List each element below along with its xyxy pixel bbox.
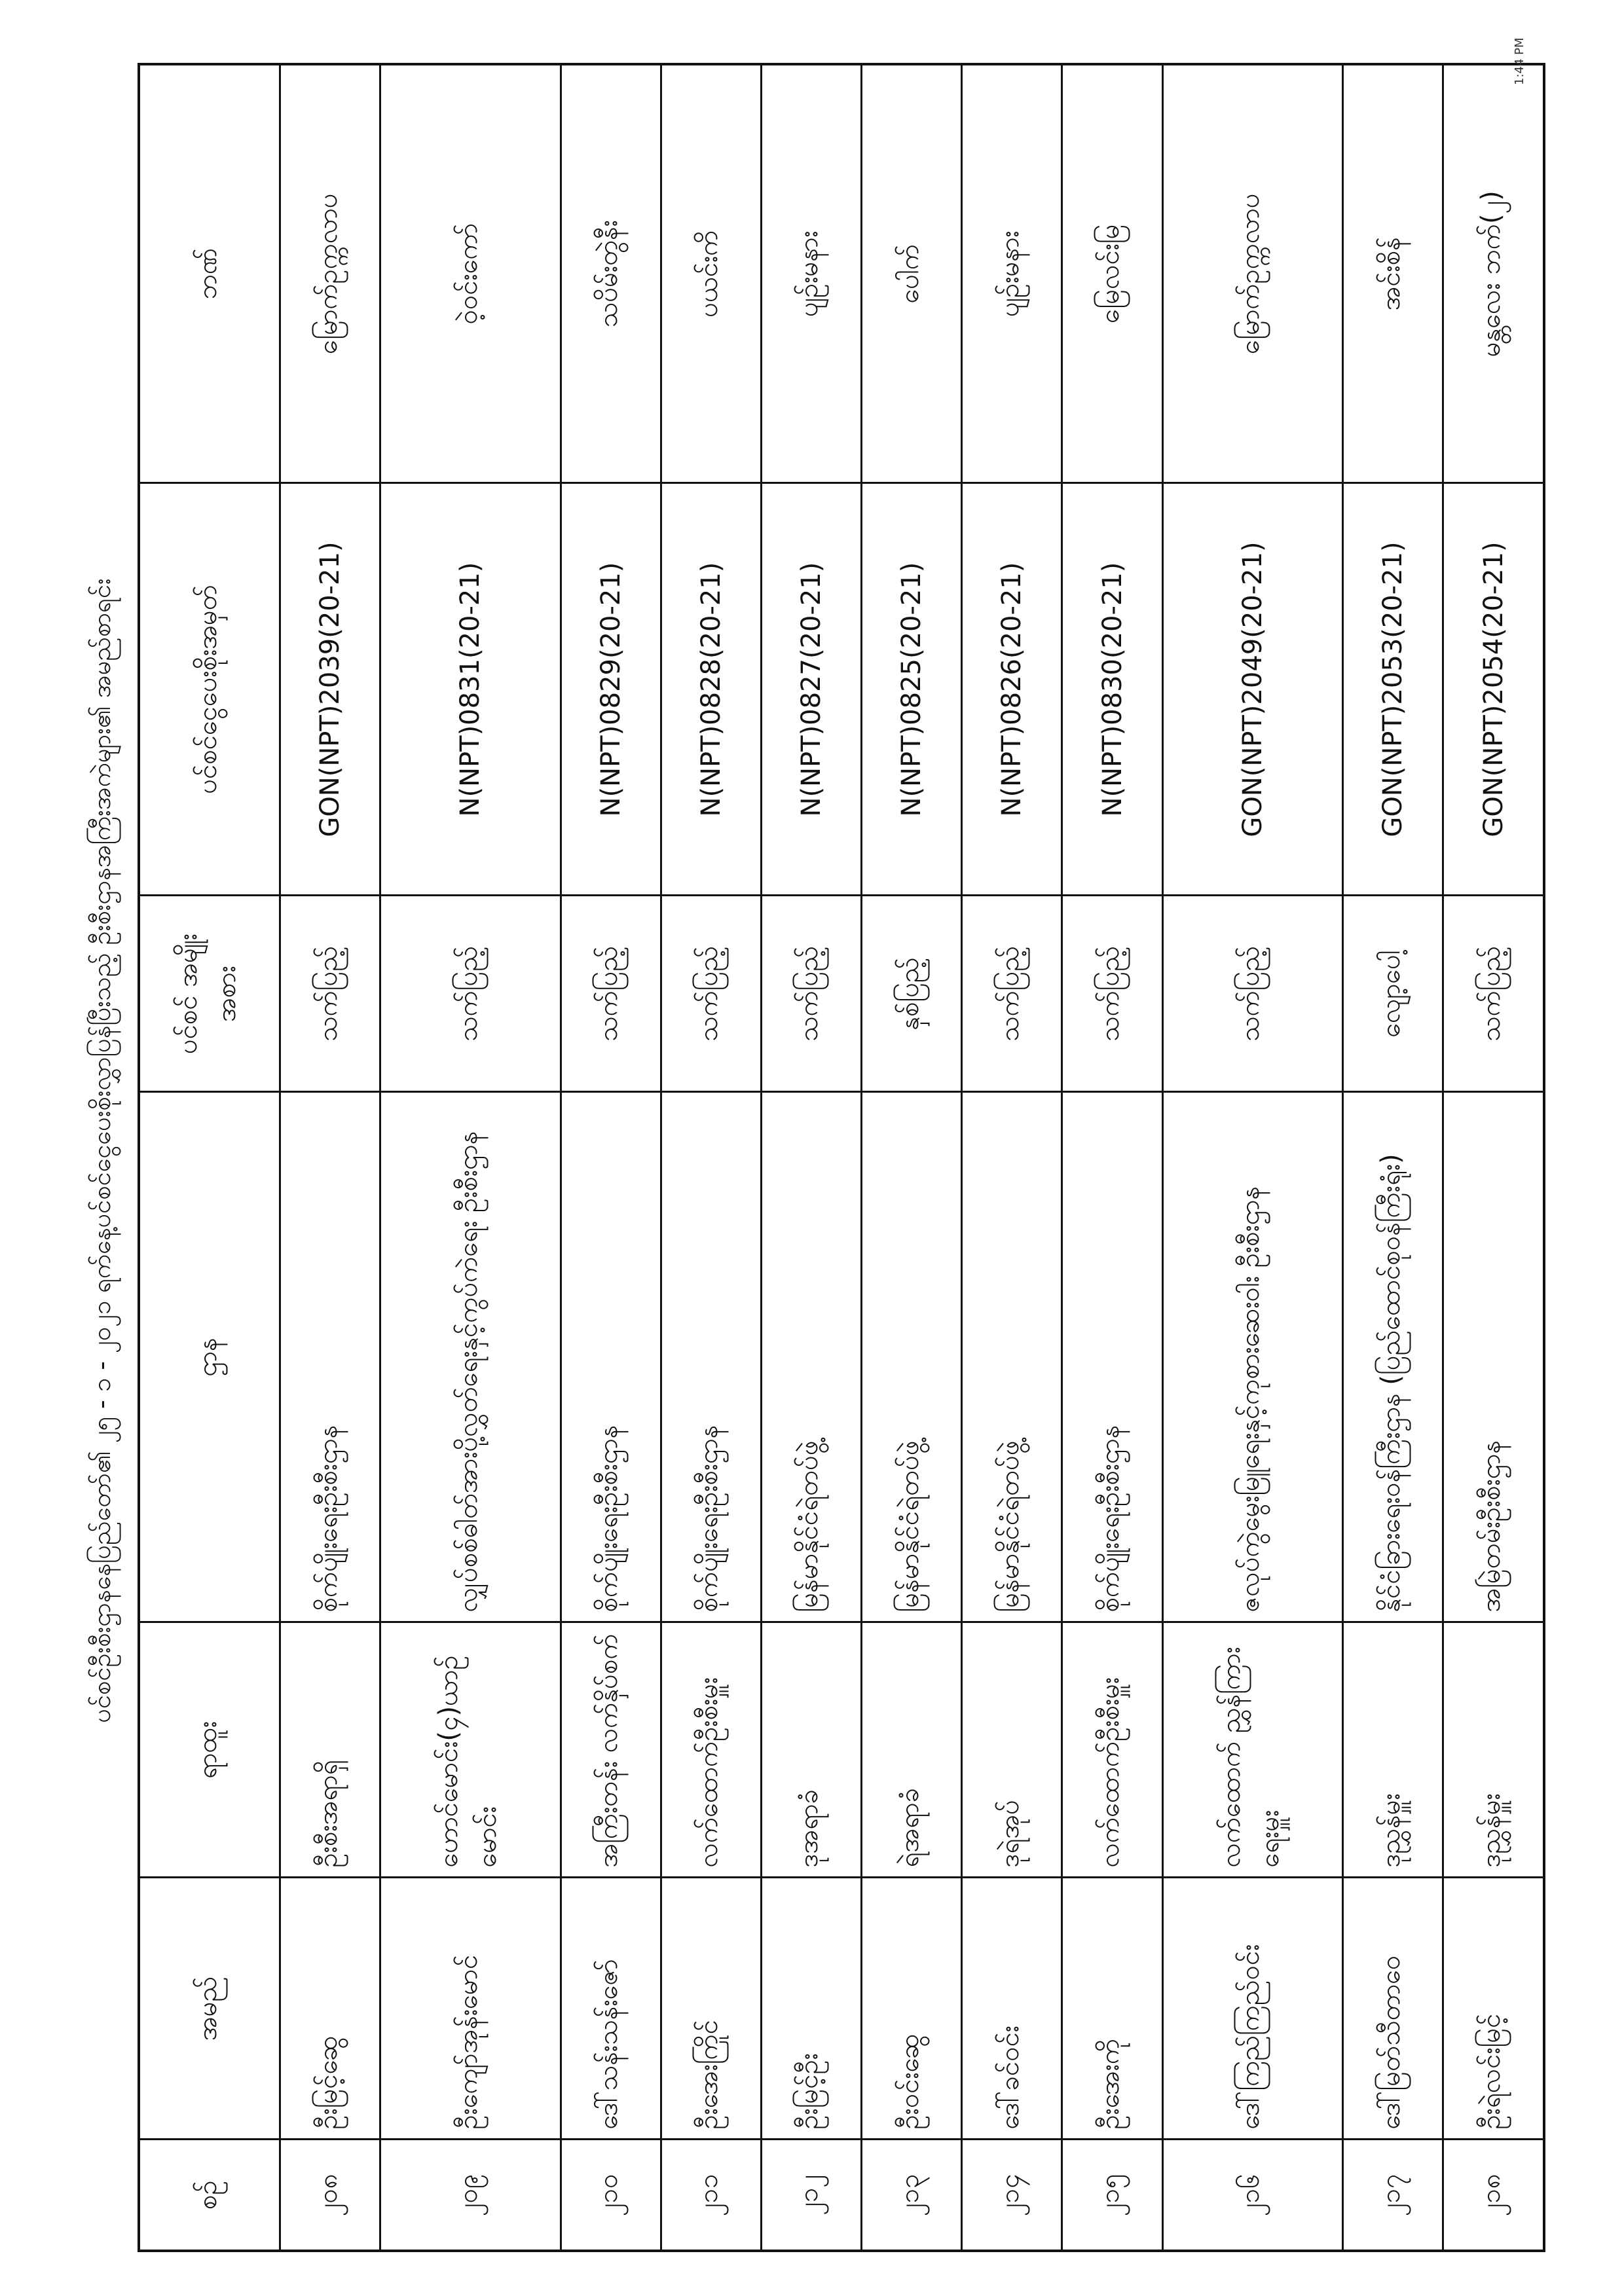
cell-bank: မြောက်ဥက္ကလာပ bbox=[1162, 64, 1342, 483]
cell-rank: ဒုရဲအုပ် bbox=[962, 1622, 1062, 1878]
cell-rank: ရဲအရာခံ bbox=[862, 1622, 962, 1878]
cell-department: အမြဲတမ်းဦးစီးဌာန bbox=[1443, 1092, 1544, 1622]
cell-rank: ဒုညွှန်မှူး bbox=[1443, 1622, 1544, 1878]
cell-department: မြန်မာနိုင်ငံရဲတပ်ဖွဲ့ bbox=[962, 1092, 1062, 1622]
cell-bank: ပျဉ်းမနား bbox=[962, 64, 1062, 483]
table-row bbox=[280, 64, 380, 2251]
cell-pension-number: N(NPT)0828(20-21) bbox=[661, 483, 761, 896]
header-rank: ရာထူး bbox=[139, 1622, 280, 1878]
header-no: စဉ် bbox=[139, 2140, 280, 2251]
cell-pension-type: သက်ပြည့် bbox=[561, 896, 661, 1092]
cell-rank: ဦးစီးအရာရှိ bbox=[280, 1622, 380, 1878]
header-pension-type: ပင်စင် အမျိုးအစား bbox=[139, 896, 280, 1092]
cell-pension-number: GON(NPT)2053(20-21) bbox=[1342, 483, 1443, 896]
cell-pension-type: လျော့ပေါ့ bbox=[1342, 896, 1443, 1092]
table-header-row bbox=[139, 64, 280, 2251]
cell-name: ဦးအေးကြိုင် bbox=[661, 1878, 761, 2140]
print-timestamp: 1:44 PM bbox=[1513, 37, 1526, 85]
cell-name: ဦးမြင့်ဆွေ bbox=[280, 1878, 380, 2140]
cell-bank: မြောက်ဥက္ကလာပ bbox=[280, 64, 380, 483]
cell-pension-type: သက်ပြည့် bbox=[661, 896, 761, 1092]
cell-serial: ၂၁၁ bbox=[661, 2140, 761, 2251]
cell-serial: ၂၁၂ bbox=[761, 2140, 861, 2251]
pension-table bbox=[138, 63, 1545, 2252]
table-row bbox=[661, 64, 761, 2251]
cell-pension-type: နှစ်ပြည့် bbox=[862, 896, 962, 1092]
cell-name: ဒေါ်ကြည်ကြည်ဝင်း bbox=[1162, 1878, 1342, 2140]
cell-pension-number: GON(NPT)2049(20-21) bbox=[1162, 483, 1342, 896]
table-row bbox=[1162, 64, 1342, 2251]
cell-rank: လက်ထောက်ဦးစီးမှူး bbox=[1062, 1622, 1162, 1878]
cell-pension-type: သက်ပြည့် bbox=[962, 896, 1062, 1092]
cell-department: စိုက်ပျိုးရေးဦးစီးဌာန bbox=[561, 1092, 661, 1622]
cell-serial: ၂၁၆ bbox=[1162, 2140, 1342, 2251]
cell-rank: လက်ထောက် ညွှန်ကြားရေးမှူး bbox=[1162, 1622, 1342, 1878]
cell-bank: ပျဉ်းမနား bbox=[761, 64, 861, 483]
cell-department: ဇလုပ်ကွဲမွေးမြူရေးနှင့်ကုစားဆေးဝါး ဦးစီးဌာန bbox=[1162, 1092, 1342, 1622]
cell-department: မြန်မာနိုင်ငံရဲတပ်ဖွဲ့ bbox=[761, 1092, 861, 1622]
cell-pension-number: N(NPT)0830(20-21) bbox=[1062, 483, 1162, 896]
cell-pension-number: N(NPT)0825(20-21) bbox=[862, 483, 962, 896]
rotated-table-page bbox=[79, 37, 1549, 2252]
cell-serial: ၂၁၄ bbox=[962, 2140, 1062, 2251]
cell-pension-type: သက်ပြည့် bbox=[280, 896, 380, 1092]
cell-rank: လက်ထောက်ဦးစီးမှူး bbox=[661, 1622, 761, 1878]
cell-serial: ၂၁၈ bbox=[1443, 2140, 1544, 2251]
cell-name: ဦးမြင့်ဦး bbox=[761, 1878, 861, 2140]
cell-bank: အင်းစိန် bbox=[1342, 64, 1443, 483]
cell-serial: ၂၁၀ bbox=[561, 2140, 661, 2251]
cell-department: စိုက်ပျိုးရေးဦးစီးဌာန bbox=[661, 1092, 761, 1622]
cell-rank: ဒုအရာခံ bbox=[761, 1622, 861, 1878]
cell-rank: ဟောင်မောင်း(၄)ယာဥ်မောင်း bbox=[380, 1622, 561, 1878]
table-row bbox=[862, 64, 962, 2251]
cell-department: စိုက်ပျိုးရေးဦးစီးဌာန bbox=[1062, 1092, 1162, 1622]
cell-pension-type: သက်ပြည့် bbox=[380, 896, 561, 1092]
cell-pension-number: N(NPT)0827(20-21) bbox=[761, 483, 861, 896]
cell-name: ဒေါ်မြတ်သီတာဝေ bbox=[1342, 1878, 1443, 2140]
header-department: ဌာန bbox=[139, 1092, 280, 1622]
cell-pension-number: N(NPT)0826(20-21) bbox=[962, 483, 1062, 896]
header-name: အမည် bbox=[139, 1878, 280, 2140]
cell-serial: ၂၁၅ bbox=[1062, 2140, 1162, 2251]
cell-rank: ဒုညွှန်မှူး bbox=[1342, 1622, 1443, 1878]
cell-department: စိုက်ပျိုးရေးဦးစီးဌာန bbox=[280, 1092, 380, 1622]
header-pension-number: ပင်စင်ငွေပေးစိုးအမှတ် bbox=[139, 483, 280, 896]
table-row bbox=[761, 64, 861, 2251]
cell-pension-type: သက်ပြည့် bbox=[1062, 896, 1162, 1092]
table-row bbox=[1062, 64, 1162, 2251]
cell-rank: အကြီးတန်း လက်နှိပ်စက် bbox=[561, 1622, 661, 1878]
cell-department: နိုင်ငံခြားရေးဝန်ကြီးဌာန (ပြည်ထောင်စုဝန်ကြီးရုံး) bbox=[1342, 1092, 1443, 1622]
cell-name: ဦးကျော်အုန်းမောင် bbox=[380, 1878, 561, 2140]
table-row bbox=[1342, 64, 1443, 2251]
cell-name: ဒေါ်သန်းသန်းဇော် bbox=[561, 1878, 661, 2140]
cell-name: ဦးဝင်းဆွေ bbox=[862, 1878, 962, 2140]
cell-pension-number: GON(NPT)2054(20-21) bbox=[1443, 483, 1544, 896]
cell-bank: မန္တလေး ဘက်(၂) bbox=[1443, 64, 1544, 483]
table-row bbox=[561, 64, 661, 2251]
table-row bbox=[1443, 64, 1544, 2251]
cell-name: ဒေါ်ခင်ဝင်း bbox=[962, 1878, 1062, 2140]
cell-pension-type: သက်ပြည့် bbox=[1162, 896, 1342, 1092]
table-row bbox=[962, 64, 1062, 2251]
cell-pension-number: GON(NPT)2039(20-21) bbox=[280, 483, 380, 896]
cell-bank: ပယင်းကိ bbox=[661, 64, 761, 483]
cell-bank: ဝဲ့ဝင်းကော် bbox=[380, 64, 561, 483]
header-bank: ဘဏ် bbox=[139, 64, 280, 483]
cell-pension-number: N(NPT)0829(20-21) bbox=[561, 483, 661, 896]
cell-pension-type: သက်ပြည့် bbox=[1443, 896, 1544, 1092]
table-row bbox=[380, 64, 561, 2251]
cell-bank: ပေါက် bbox=[862, 64, 962, 483]
cell-name: ဦးအေးကို bbox=[1062, 1878, 1162, 2140]
cell-serial: ၂၁၃ bbox=[862, 2140, 962, 2251]
cell-serial: ၂၀၉ bbox=[380, 2140, 561, 2251]
cell-pension-number: N(NPT)0831(20-21) bbox=[380, 483, 561, 896]
document-title: ပင်စင်ဦးစီးဌာနနေပြည်တော်၏ ၂၅ - ၁ - ၂၀၂၁ ရက်နေ့ပင်စင်ငွေပေးစိုးလွှာပြန်ပြီးသည့် ဦးစီးဌာနအကြီးအကဲများ၏ အမည်စာရင်း bbox=[87, 578, 116, 1723]
cell-pension-type: သက်ပြည့် bbox=[761, 896, 861, 1092]
cell-serial: ၂၁၇ bbox=[1342, 2140, 1443, 2251]
cell-bank: မြေလင်းမြ bbox=[1062, 64, 1162, 483]
cell-serial: ၂၀၈ bbox=[280, 2140, 380, 2251]
cell-name: ဦးရဲလင်းမြင့် bbox=[1443, 1878, 1544, 2140]
cell-bank: သပိမ်းတွဲနီး bbox=[561, 64, 661, 483]
cell-department: မြန်မာနိုင်ငံရဲတပ်ဖွဲ့ bbox=[862, 1092, 962, 1622]
cell-department: လျှပ်စစ်ဓါတ်အားပို့လွှတ်ရေးနှင့်ကွပ်ကဲရေး ဦးစီးဌာန bbox=[380, 1092, 561, 1622]
